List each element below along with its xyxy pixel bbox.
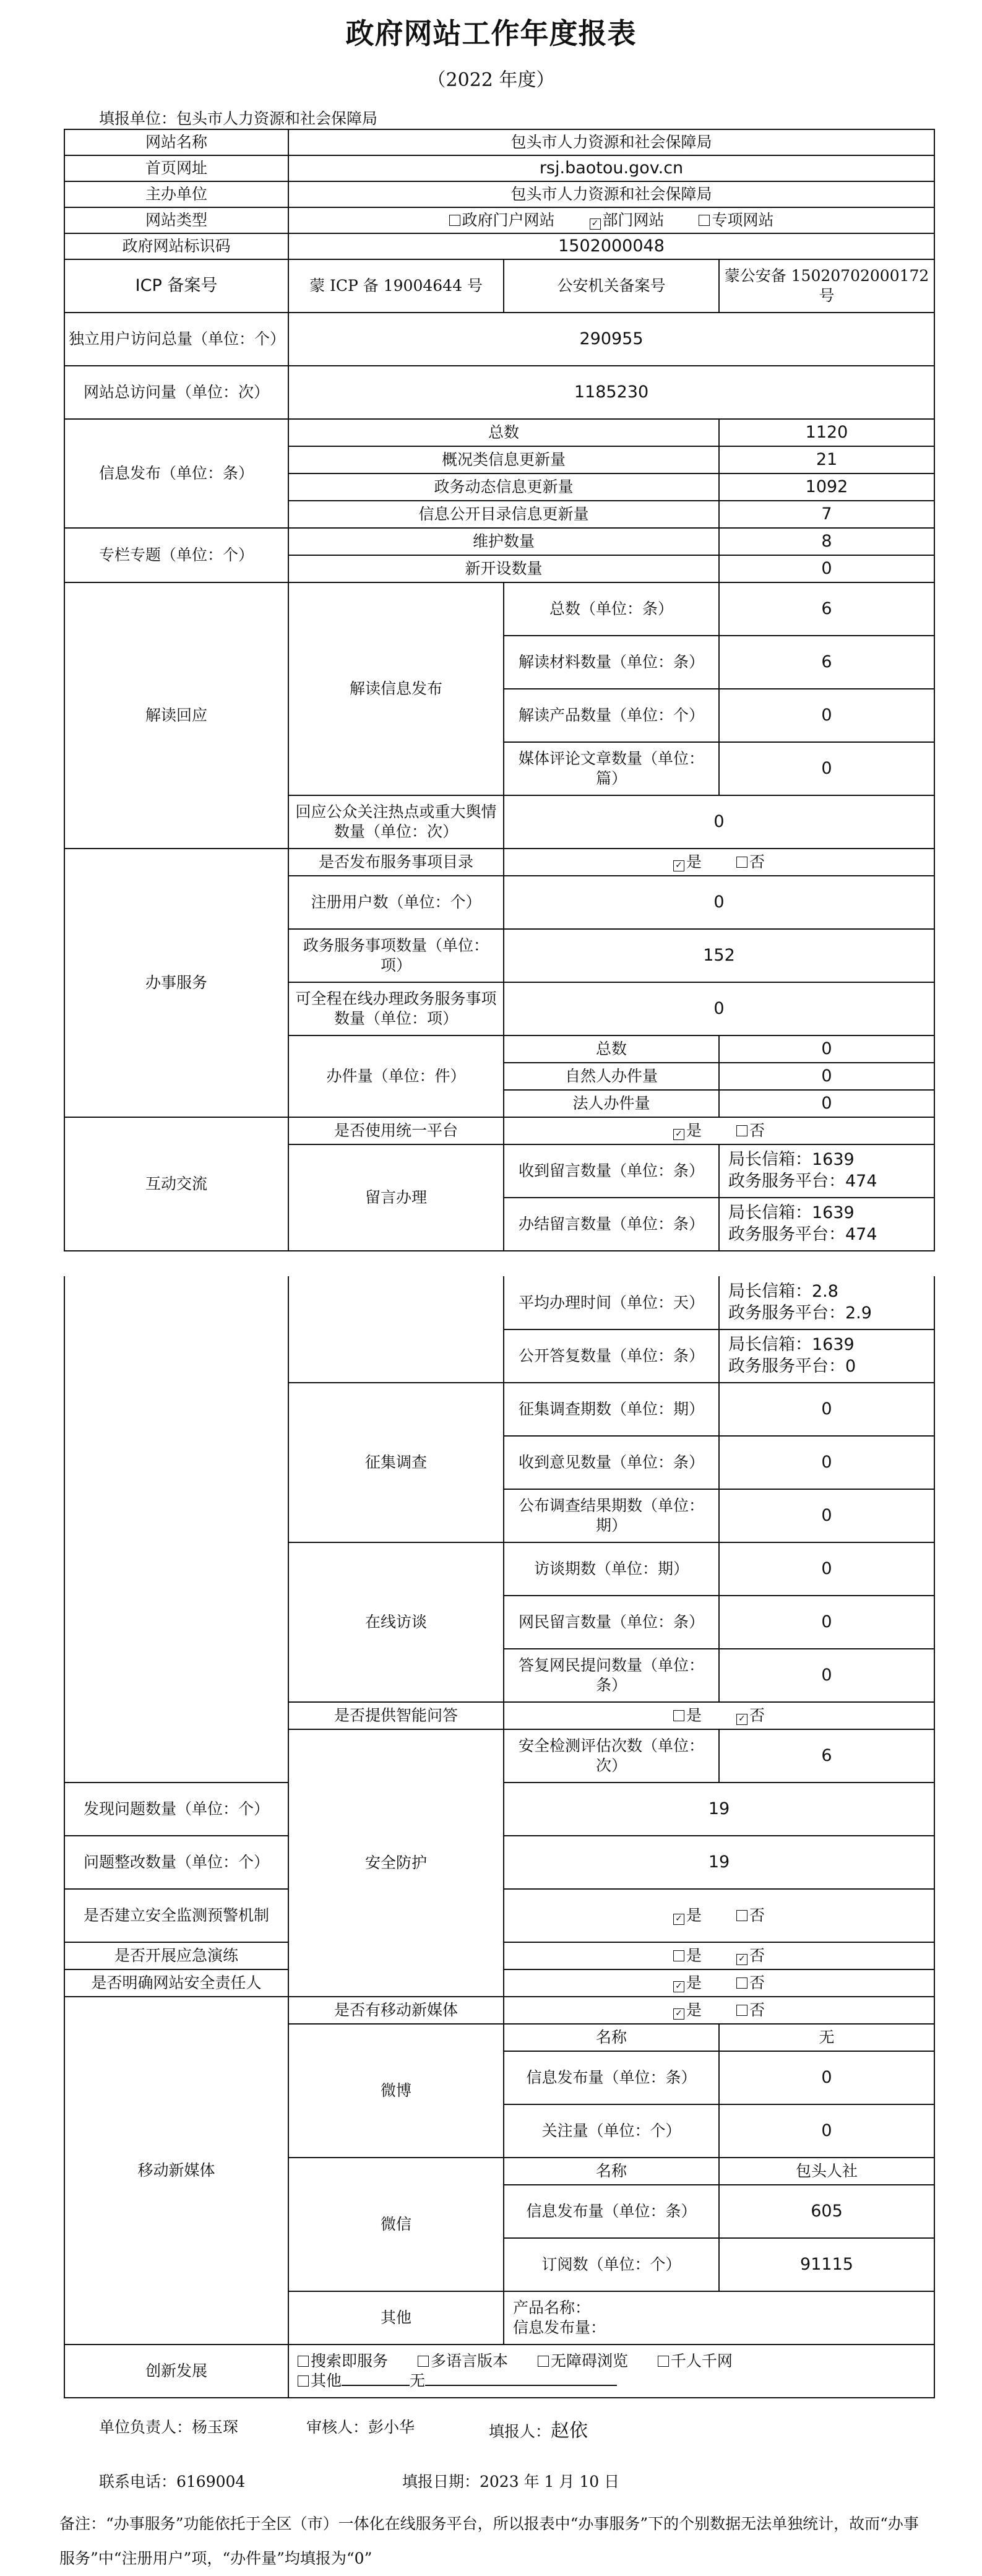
other-value: 无 (410, 2372, 426, 2390)
interview-label: 在线访谈 (288, 1542, 504, 1702)
weibo-posts: 0 (719, 2051, 934, 2104)
wechat-label: 微信 (288, 2158, 504, 2291)
interview-answers-label: 答复网民提问数量（单位：条） (504, 1649, 719, 1702)
wechat-name: 包头人社 (719, 2158, 934, 2185)
info-catalog: 7 (719, 501, 934, 528)
checkbox-icon[interactable] (418, 2356, 429, 2367)
cases-natural-label: 自然人办件量 (504, 1063, 719, 1090)
home-url: rsj.baotou.gov.cn (288, 155, 934, 181)
interpret-material: 6 (719, 636, 934, 689)
interpret-total-label: 总数（单位：条） (504, 582, 719, 636)
reviewer: 审核人：彭小华 (306, 2418, 415, 2436)
weibo-follow-label: 关注量（单位：个） (504, 2104, 719, 2158)
option-multilingual[interactable]: 多语言版本 (418, 2351, 508, 2371)
interpret-total: 6 (719, 582, 934, 636)
done-platform: 政务服务平台：474 (728, 1225, 877, 1244)
icp-number: 蒙 ICP 备 19004644 号 (288, 259, 504, 313)
site-type-label: 网站类型 (64, 207, 288, 233)
weibo-posts-label: 信息发布量（单位：条） (504, 2051, 719, 2104)
option-yes[interactable]: 是 (673, 1946, 702, 1966)
site-type-options (288, 207, 934, 233)
checkbox-icon[interactable] (449, 215, 460, 226)
other-media-fields (504, 2291, 934, 2345)
type-option-portal[interactable]: 政府门户网站 (449, 210, 555, 230)
blank-line (342, 2385, 410, 2386)
checkbox-checked-icon[interactable]: ✓ (673, 2008, 684, 2020)
weibo-follow: 0 (719, 2104, 934, 2158)
service-items: 152 (504, 929, 934, 982)
weibo-name-label: 名称 (504, 2024, 719, 2051)
info-total-label: 总数 (288, 419, 719, 446)
received-label: 收到留言数量（单位：条） (504, 1144, 719, 1198)
blank-line (425, 2385, 617, 2386)
security-tests-label: 安全检测评估次数（单位：次） (504, 1729, 719, 1783)
option-no[interactable]: 否 (736, 1906, 765, 1926)
mobile-options (504, 1997, 934, 2024)
survey-times-label: 征集调查期数（单位：期） (504, 1383, 719, 1436)
avg-time-label: 平均办理时间（单位：天） (504, 1276, 719, 1329)
unique-visitors-label: 独立用户访问总量（单位：个） (64, 313, 288, 366)
cases-total: 0 (719, 1035, 934, 1063)
public-reply-label: 公开答复数量（单位：条） (504, 1329, 719, 1383)
avg-mailbox: 局长信箱：2.8 (728, 1281, 838, 1301)
type-option-department[interactable]: ✓ 部门网站 (590, 210, 665, 230)
option-search-service[interactable]: 搜索即服务 (298, 2351, 388, 2371)
service-users-label: 注册用户数（单位：个） (288, 876, 504, 929)
mobile-label: 移动新媒体 (64, 1997, 288, 2345)
interact-continued (64, 1276, 288, 1783)
interpret-material-label: 解读材料数量（单位：条） (504, 636, 719, 689)
done-label: 办结留言数量（单位：条） (504, 1198, 719, 1251)
checkbox-icon[interactable] (736, 1125, 747, 1136)
checkbox-icon[interactable] (736, 2005, 747, 2016)
wechat-posts: 605 (719, 2185, 934, 2238)
option-no[interactable]: 否 (736, 1121, 765, 1141)
service-cases-label: 办件量（单位：件） (288, 1035, 504, 1117)
received-platform: 政务服务平台：474 (728, 1172, 877, 1191)
report-title: 政府网站工作年度报表 (345, 17, 637, 50)
unit-head: 单位负责人：杨玉琛 (99, 2418, 239, 2436)
done-values (719, 1198, 934, 1251)
checkbox-checked-icon[interactable]: ✓ (736, 1714, 747, 1725)
survey-times: 0 (719, 1383, 934, 1436)
interpret-respond-label: 回应公众关注热点或重大舆情数量（单位：次） (288, 795, 504, 849)
service-catalog-question: 是否发布服务事项目录 (288, 849, 504, 876)
checkbox-icon[interactable] (673, 1950, 684, 1961)
report-table-part2 (64, 1276, 935, 2398)
footnote: 备注：“办事服务”功能依托于全区（市）一体化在线服务平台，所以报表中“办事服务”下的个别数据无法单独统计，故而“办事服务”中“注册用户”项，“办件量”均填报为“0” (59, 2515, 919, 2567)
cases-legal-label: 法人办件量 (504, 1090, 719, 1117)
interpret-media-label: 媒体评论文章数量（单位：篇） (504, 742, 719, 795)
service-items-label: 政务服务事项数量（单位：项） (288, 929, 504, 982)
unique-visitors: 290955 (288, 313, 934, 366)
option-no[interactable]: 否 (736, 1973, 765, 1993)
checkbox-icon[interactable] (298, 2356, 309, 2367)
other-media-label: 其他 (288, 2291, 504, 2345)
drill-question: 是否开展应急演练 (64, 1942, 288, 1969)
info-release-label: 信息发布（单位：条） (64, 419, 288, 528)
option-no[interactable]: ✓ 否 (736, 1946, 765, 1966)
type-option-special[interactable]: 专项网站 (699, 210, 773, 230)
owner-options (504, 1969, 934, 1997)
site-id-label: 政府网站标识码 (64, 233, 288, 259)
info-overview-label: 概况类信息更新量 (288, 446, 719, 473)
checkbox-icon[interactable] (673, 1710, 684, 1721)
report-year: （2022 年度） (427, 69, 555, 91)
checkbox-icon[interactable] (736, 1977, 747, 1989)
total-visits-label: 网站总访问量（单位：次） (64, 366, 288, 419)
survey-results-label: 公布调查结果期数（单位：期） (504, 1489, 719, 1542)
home-url-label: 首页网址 (64, 155, 288, 181)
avg-time-values (719, 1276, 934, 1329)
police-record-label: 公安机关备案号 (504, 259, 719, 313)
cases-legal: 0 (719, 1090, 934, 1117)
checkbox-icon[interactable] (298, 2375, 309, 2387)
wechat-sub: 91115 (719, 2238, 934, 2291)
option-no[interactable]: ✓ 否 (736, 1706, 765, 1726)
message-handling-continued (288, 1276, 504, 1383)
service-online: 0 (504, 982, 934, 1035)
interview-messages: 0 (719, 1596, 934, 1649)
monitor-question: 是否建立安全监测预警机制 (64, 1889, 288, 1942)
option-yes[interactable]: ✓ 是 (673, 1906, 702, 1926)
public-reply-values (719, 1329, 934, 1383)
checkbox-icon[interactable] (538, 2356, 549, 2367)
issues-found: 19 (504, 1783, 934, 1836)
checkbox-icon[interactable] (736, 857, 747, 868)
fill-date: 填报日期：2023 年 1 月 10 日 (402, 2473, 620, 2491)
security-label: 安全防护 (288, 1729, 504, 1997)
option-no[interactable]: 否 (736, 852, 765, 872)
report-table-part1 (64, 129, 935, 1251)
survey-label: 征集调查 (288, 1383, 504, 1542)
option-other[interactable]: 其他 无 (298, 2371, 930, 2391)
checkbox-icon[interactable] (699, 215, 710, 226)
cases-total-label: 总数 (504, 1035, 719, 1063)
weibo-name: 无 (719, 2024, 934, 2051)
wechat-sub-label: 订阅数（单位：个） (504, 2238, 719, 2291)
received-values (719, 1144, 934, 1198)
issues-found-label: 发现问题数量（单位：个） (64, 1783, 288, 1836)
ai-qa-options (504, 1702, 934, 1729)
column-label: 专栏专题（单位：个） (64, 528, 288, 582)
platform-question: 是否使用统一平台 (288, 1117, 504, 1144)
host-unit-label: 主办单位 (64, 181, 288, 207)
interpret-label: 解读回应 (64, 582, 288, 849)
option-accessibility[interactable]: 无障碍浏览 (538, 2351, 628, 2371)
filler-label: 填报人： (489, 2423, 551, 2440)
interview-times: 0 (719, 1542, 934, 1596)
column-maintain-label: 维护数量 (288, 528, 719, 555)
info-dynamic-label: 政务动态信息更新量 (288, 473, 719, 501)
security-tests: 6 (719, 1729, 934, 1783)
survey-results: 0 (719, 1489, 934, 1542)
info-total: 1120 (719, 419, 934, 446)
avg-platform: 政务服务平台：2.9 (728, 1303, 872, 1323)
reporting-unit: 填报单位：包头市人力资源和社会保障局 (99, 110, 378, 128)
service-users: 0 (504, 876, 934, 929)
platform-options (504, 1117, 934, 1144)
interview-answers: 0 (719, 1649, 934, 1702)
total-visits: 1185230 (288, 366, 934, 419)
checkbox-checked-icon[interactable]: ✓ (673, 860, 684, 871)
option-yes[interactable]: 是 (673, 1706, 702, 1726)
interact-label: 互动交流 (64, 1117, 288, 1251)
public-platform: 政务服务平台：0 (728, 1357, 856, 1376)
innovation-options (288, 2345, 934, 2398)
opinions: 0 (719, 1436, 934, 1489)
interview-times-label: 访谈期数（单位：期） (504, 1542, 719, 1596)
checkbox-checked-icon[interactable]: ✓ (673, 1981, 684, 1992)
service-label: 办事服务 (64, 849, 288, 1117)
column-new-label: 新开设数量 (288, 555, 719, 582)
info-catalog-label: 信息公开目录信息更新量 (288, 501, 719, 528)
checkbox-checked-icon[interactable]: ✓ (736, 1954, 747, 1965)
wechat-name-label: 名称 (504, 2158, 719, 2185)
innovation-label: 创新发展 (64, 2345, 288, 2398)
cases-natural: 0 (719, 1063, 934, 1090)
interview-messages-label: 网民留言数量（单位：条） (504, 1596, 719, 1649)
option-yes[interactable]: ✓ 是 (673, 852, 702, 872)
received-mailbox: 局长信箱：1639 (728, 1150, 855, 1170)
checkbox-checked-icon[interactable]: ✓ (590, 218, 601, 230)
info-overview: 21 (719, 446, 934, 473)
site-id: 1502000048 (288, 233, 934, 259)
other-posts-label: 信息发布量： (513, 2319, 606, 2336)
checkbox-checked-icon[interactable]: ✓ (673, 1129, 684, 1140)
icp-label: ICP 备案号 (64, 259, 288, 313)
interpret-media: 0 (719, 742, 934, 795)
owner-question: 是否明确网站安全责任人 (64, 1969, 288, 1997)
checkbox-icon[interactable] (658, 2356, 669, 2367)
other-product-label: 产品名称： (513, 2299, 591, 2317)
option-yes[interactable]: ✓ 是 (673, 1121, 702, 1141)
drill-options (504, 1942, 934, 1969)
option-personalized[interactable]: 千人千网 (658, 2351, 733, 2371)
message-handling-label: 留言办理 (288, 1144, 504, 1251)
ai-qa-question: 是否提供智能问答 (288, 1702, 504, 1729)
mobile-question: 是否有移动新媒体 (288, 1997, 504, 2024)
option-no[interactable]: 否 (736, 2000, 765, 2020)
issues-fixed: 19 (504, 1836, 934, 1889)
interpret-sub-label: 解读信息发布 (288, 582, 504, 795)
public-mailbox: 局长信箱：1639 (728, 1335, 855, 1355)
issues-fixed-label: 问题整改数量（单位：个） (64, 1836, 288, 1889)
interpret-product-label: 解读产品数量（单位：个） (504, 689, 719, 742)
wechat-posts-label: 信息发布量（单位：条） (504, 2185, 719, 2238)
service-online-label: 可全程在线办理政务服务事项数量（单位：项） (288, 982, 504, 1035)
option-yes[interactable]: ✓ 是 (673, 1973, 702, 1993)
monitor-options (504, 1889, 934, 1942)
weibo-label: 微博 (288, 2024, 504, 2158)
site-name-label: 网站名称 (64, 129, 288, 155)
opinions-label: 收到意见数量（单位：条） (504, 1436, 719, 1489)
option-yes[interactable]: ✓ 是 (673, 2000, 702, 2020)
interpret-product: 0 (719, 689, 934, 742)
checkbox-icon[interactable] (736, 1910, 747, 1921)
info-dynamic: 1092 (719, 473, 934, 501)
service-catalog-options (504, 849, 934, 876)
column-maintain: 8 (719, 528, 934, 555)
police-record: 蒙公安备 15020702000172 号 (719, 259, 934, 313)
done-mailbox: 局长信箱：1639 (728, 1203, 855, 1223)
checkbox-checked-icon[interactable]: ✓ (673, 1914, 684, 1925)
filler (489, 2415, 588, 2442)
host-unit: 包头市人力资源和社会保障局 (288, 181, 934, 207)
interpret-respond: 0 (504, 795, 934, 849)
site-name: 包头市人力资源和社会保障局 (288, 129, 934, 155)
contact-phone: 联系电话：6169004 (99, 2473, 246, 2491)
filler-name: 赵依 (551, 2420, 588, 2442)
column-new: 0 (719, 555, 934, 582)
